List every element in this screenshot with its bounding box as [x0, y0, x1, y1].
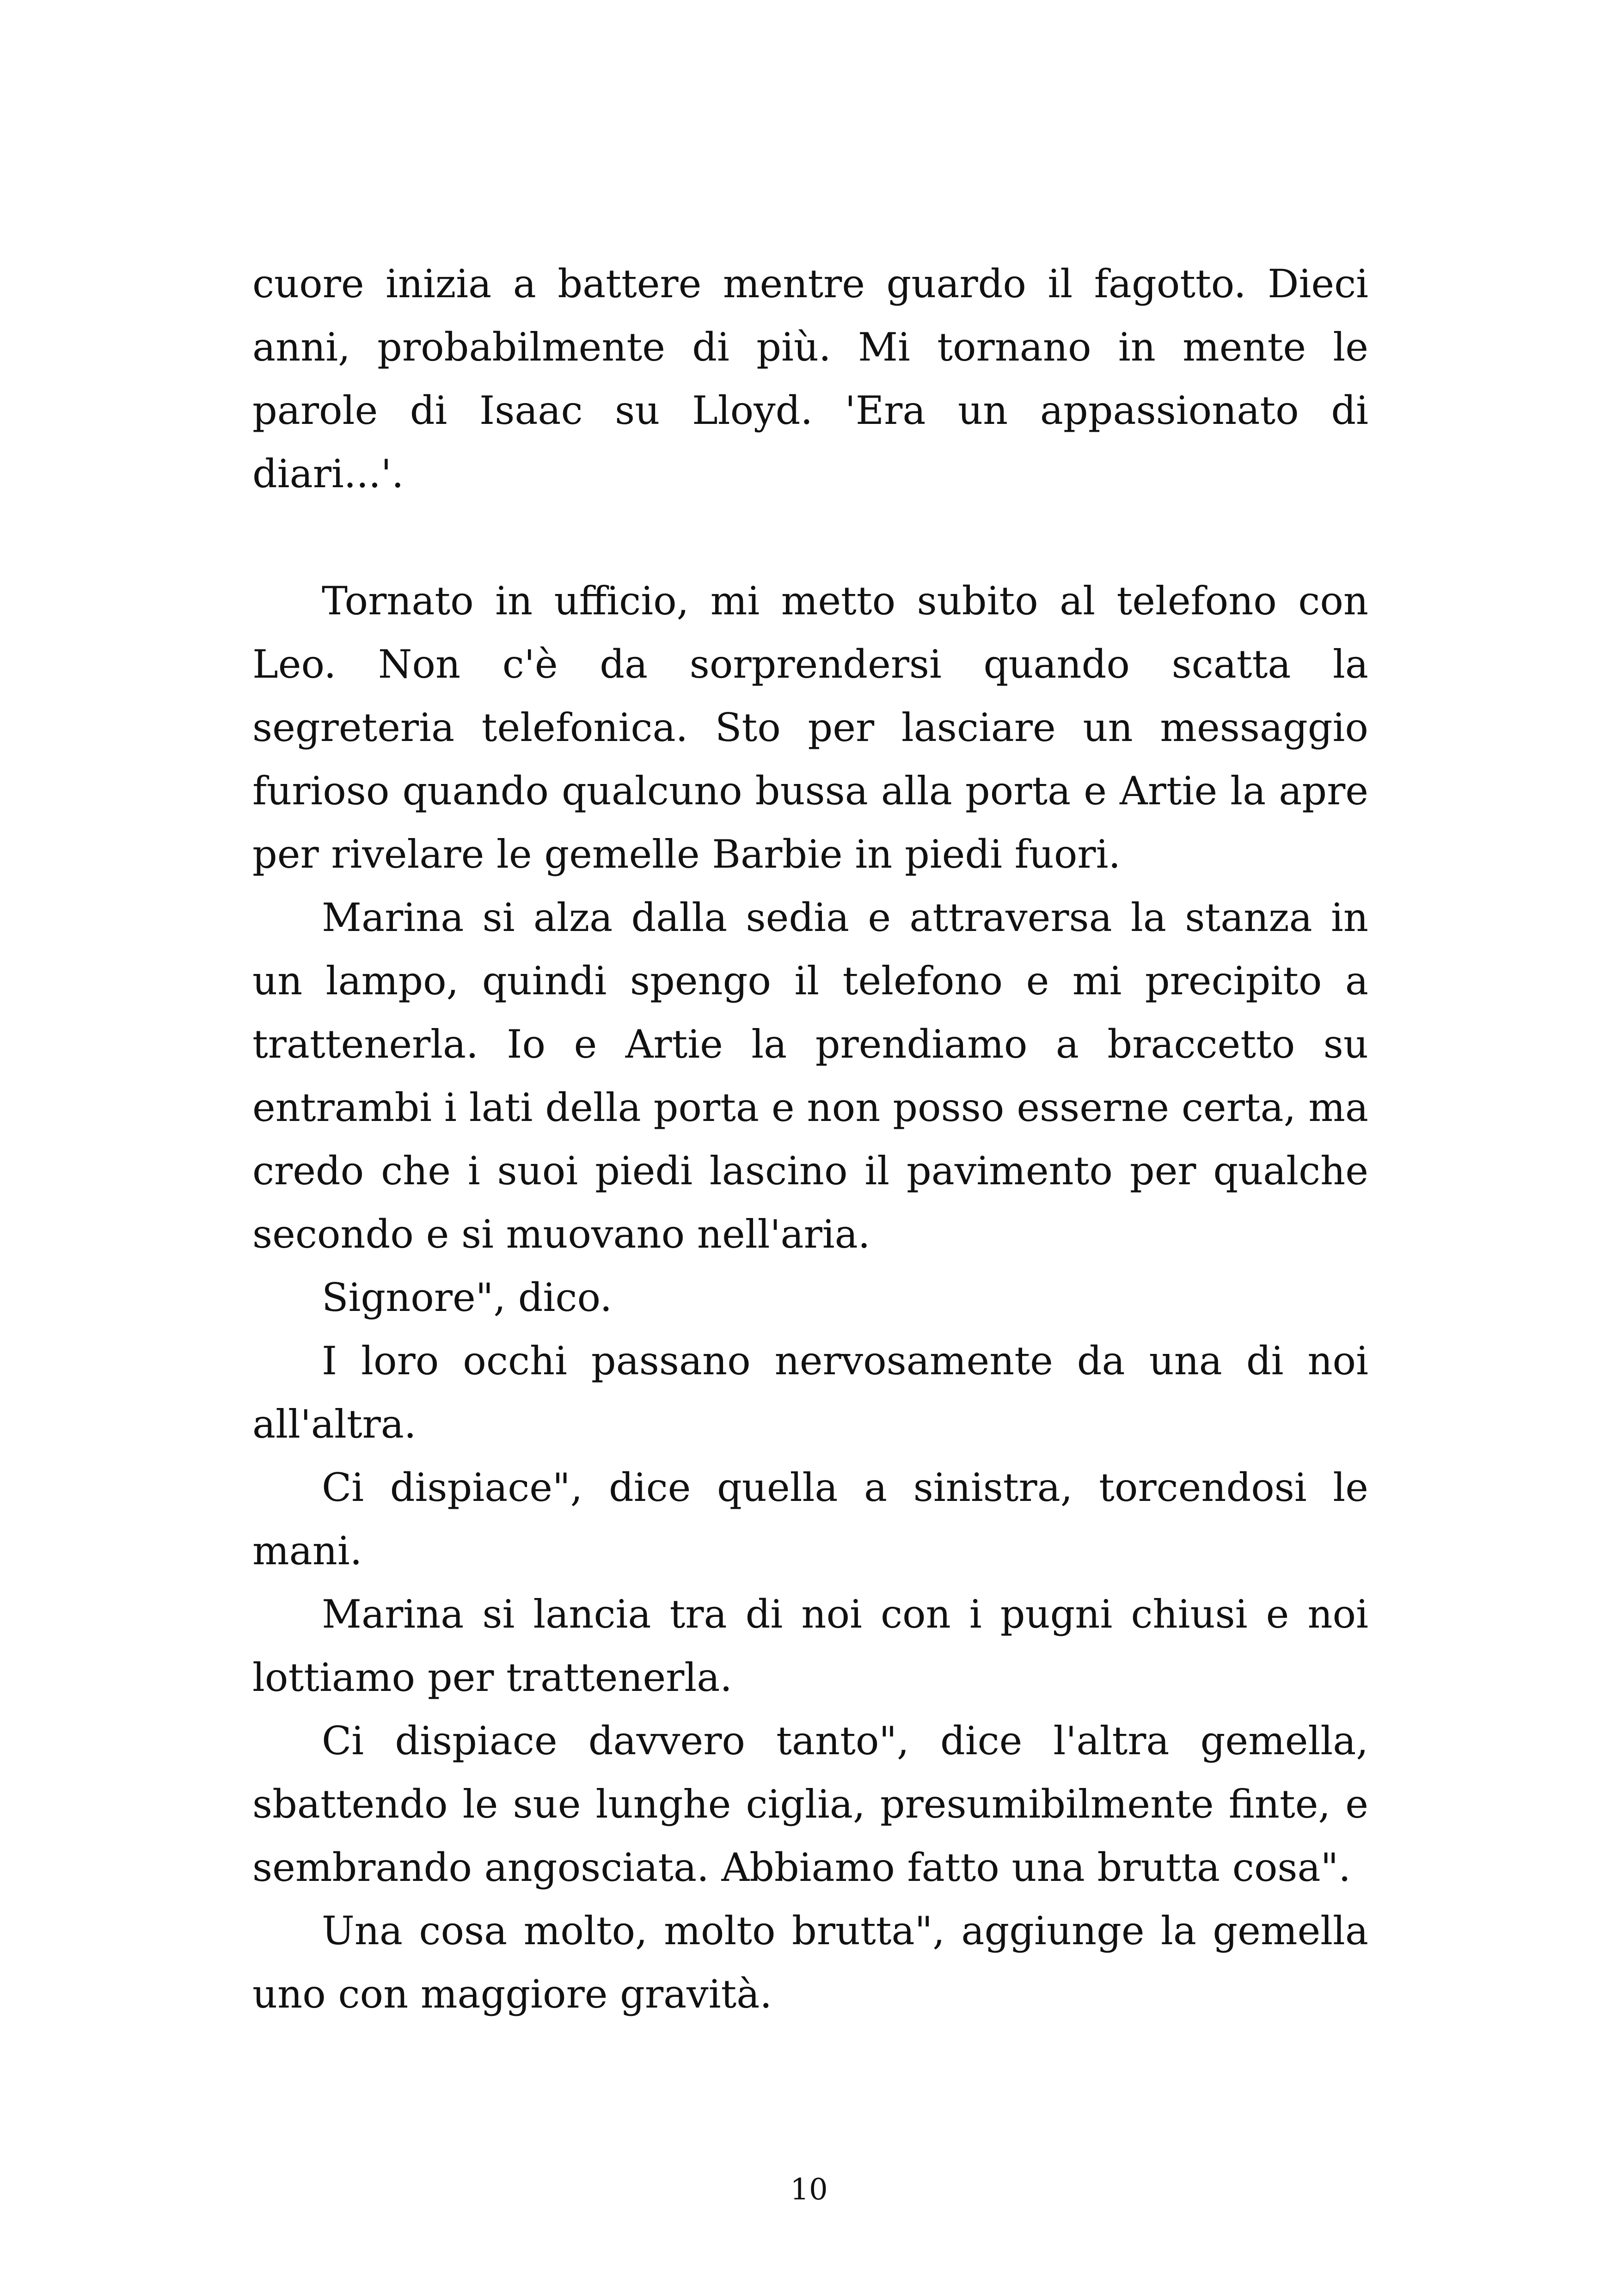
paragraph: Marina si lancia tra di noi con i pugni chiusi e noi lottiamo per trattenerla. — [252, 1592, 1368, 1700]
paragraph: Ci dispiace davvero tanto", dice l'altra gemella, sbattendo le sue lunghe ciglia, presumibilmente finte, e sembrando angosciata. Abbiamo fatto una brutta cosa". — [252, 1718, 1368, 1890]
paragraph: Una cosa molto, molto brutta", aggiunge la gemella uno con maggiore gravità. — [252, 1908, 1368, 2017]
page-number: 10 — [790, 2173, 828, 2207]
continuation-block — [252, 252, 1368, 506]
paragraph: Marina si alza dalla sedia e attraversa la stanza in un lampo, quindi spengo il telefono e mi precipito a trattenerla. Io e Artie la prendiamo a braccetto su entrambi i lati della porta e non posso esserne certa, ma credo che i suoi piedi lascino il pavimento per qualche secondo e si muovano nell'aria. — [252, 895, 1368, 1257]
main-text-block — [252, 569, 1368, 2026]
paragraph: Ci dispiace", dice quella a sinistra, torcendosi le mani. — [252, 1465, 1368, 1574]
continuation-paragraph: cuore inizia a battere mentre guardo il fagotto. Dieci anni, probabilmente di più. Mi tornano in mente le parole di Isaac su Lloyd. 'Era un appassionato di diari...'. — [252, 261, 1368, 496]
paragraph: I loro occhi passano nervosamente da una di noi all'altra. — [252, 1338, 1368, 1447]
paragraph: Signore", dico. — [322, 1275, 613, 1320]
paragraph: Tornato in ufficio, mi metto subito al telefono con Leo. Non c'è da sorprendersi quando scatta la segreteria telefonica. Sto per lasciare un messaggio furioso quando qualcuno bussa alla porta e Artie la apre per rivelare le gemelle Barbie in piedi fuori. — [252, 578, 1368, 877]
